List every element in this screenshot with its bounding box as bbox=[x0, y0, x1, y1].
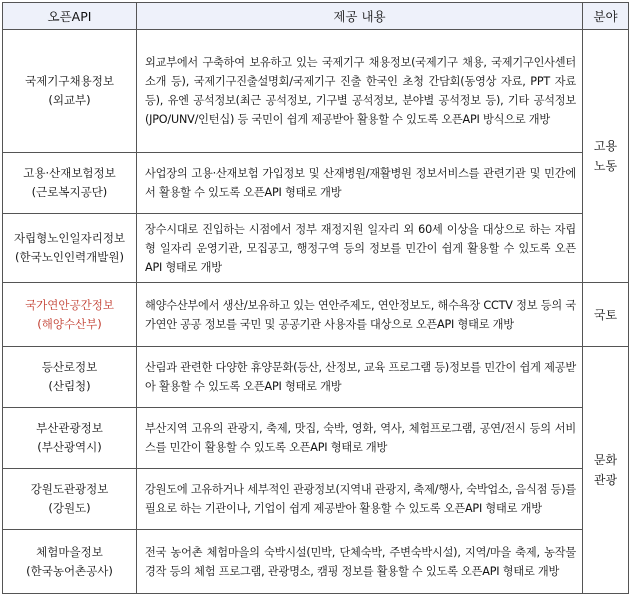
api-description: 해양수산부에서 생산/보유하고 있는 연안주제도, 연안정보도, 해수욕장 CCTV 정보 등의 국가연안 공공 정보를 국민 및 공공기관 사용자를 대상으로 오픈API 형태로 개방 bbox=[137, 283, 583, 347]
api-provider: (한국노인인력개발원) bbox=[15, 250, 124, 264]
api-name-cell bbox=[3, 30, 137, 153]
table-row bbox=[3, 153, 629, 214]
table-row bbox=[3, 214, 629, 283]
api-name: 자립형노인일자리정보 bbox=[13, 231, 126, 245]
field-label: 문화 bbox=[593, 453, 618, 467]
api-name-cell bbox=[3, 469, 137, 530]
api-name-cell bbox=[3, 347, 137, 408]
header-row bbox=[3, 3, 629, 30]
api-provider: (해양수산부) bbox=[37, 316, 102, 331]
api-name-cell bbox=[3, 408, 137, 469]
api-name: 등산로정보 bbox=[41, 360, 98, 374]
api-name: 체험마을정보 bbox=[36, 544, 103, 559]
api-provider: (강원도) bbox=[48, 501, 91, 515]
table-row bbox=[3, 30, 629, 153]
header-content: 제공 내용 bbox=[137, 3, 583, 30]
api-provider: (산림청) bbox=[48, 379, 91, 393]
header-field: 분야 bbox=[583, 3, 629, 30]
field-label: 국토 bbox=[593, 307, 618, 322]
api-name-cell bbox=[3, 214, 137, 283]
header-api: 오픈API bbox=[3, 3, 137, 30]
api-description: 외교부에서 구축하여 보유하고 있는 국제기구 채용정보(국제기구 채용, 국제기구인사센터 소개 등), 국제기구진출설명회/국제기구 진출 한국인 초청 간담회(동영상 자료, PPT 자료 등), 유엔 공석정보(최근 공석정보, 기구별 공석정보, 분야별 공석정보 등), 기타 공석정보(JPO/UNV/인턴십) 등 국민이 쉽게 제공받아 활용할 수 있도록 오픈API 방식으로 개방 bbox=[137, 30, 583, 153]
api-provider: (한국농어촌공사) bbox=[26, 563, 113, 578]
open-api-table bbox=[2, 2, 629, 594]
api-provider: (외교부) bbox=[48, 93, 91, 107]
api-provider: (부산광역시) bbox=[37, 440, 102, 454]
api-name: 부산관광정보 bbox=[36, 421, 103, 435]
api-name-cell bbox=[3, 283, 137, 347]
table-row bbox=[3, 347, 629, 408]
field-label: 고용 bbox=[593, 139, 618, 153]
table-row bbox=[3, 469, 629, 530]
field-cell-culture-tourism bbox=[583, 347, 629, 594]
api-description: 강원도에 고유하거나 세부적인 관광정보(지역내 관광지, 축제/행사, 숙박업소, 음식점 등)를 필요로 하는 기관이나, 기업이 쉽게 제공받아 활용할 수 있도록 오픈API 형태로 개방 bbox=[137, 469, 583, 530]
api-description: 장수시대로 진입하는 시점에서 정부 재정지원 일자리 외 60세 이상을 대상으로 하는 자립형 일자리 운영기관, 모집공고, 행정구역 등의 정보를 민간이 쉽게 활용할 수 있도록 오픈API 형태로 개방 bbox=[137, 214, 583, 283]
api-name: 강원도관광정보 bbox=[30, 482, 109, 496]
api-name-cell bbox=[3, 153, 137, 214]
field-label: 노동 bbox=[593, 159, 618, 173]
api-description: 부산지역 고유의 관광지, 축제, 맛집, 숙박, 영화, 역사, 체험프로그램, 공연/전시 등의 서비스를 민간이 활용할 수 있도록 오픈API 형태로 개방 bbox=[137, 408, 583, 469]
field-cell-employment bbox=[583, 30, 629, 283]
api-name: 고용·산재보험정보 bbox=[23, 166, 116, 180]
field-cell-land bbox=[583, 283, 629, 347]
api-name: 국가연안공간정보 bbox=[25, 297, 114, 312]
api-description: 전국 농어촌 체험마을의 숙박시설(민박, 단체숙박, 주변숙박시설), 지역/마을 축제, 농작물경작 등의 체험 프로그램, 관광명소, 캠핑 정보를 활용할 수 있도록 오픈API 형태로 개방 bbox=[137, 530, 583, 594]
api-description: 산림과 관련한 다양한 휴양문화(등산, 산정보, 교육 프로그램 등)정보를 민간이 쉽게 제공받아 활용할 수 있도록 오픈API 형태로 개방 bbox=[137, 347, 583, 408]
api-provider: (근로복지공단) bbox=[31, 185, 108, 199]
api-name: 국제기구채용정보 bbox=[25, 74, 114, 88]
table-row bbox=[3, 283, 629, 347]
api-description: 사업장의 고용·산재보험 가입정보 및 산재병원/재활병원 정보서비스를 관련기관 및 민간에서 활용할 수 있도록 오픈API 형태로 개방 bbox=[137, 153, 583, 214]
table-row bbox=[3, 408, 629, 469]
field-label: 관광 bbox=[593, 473, 618, 487]
